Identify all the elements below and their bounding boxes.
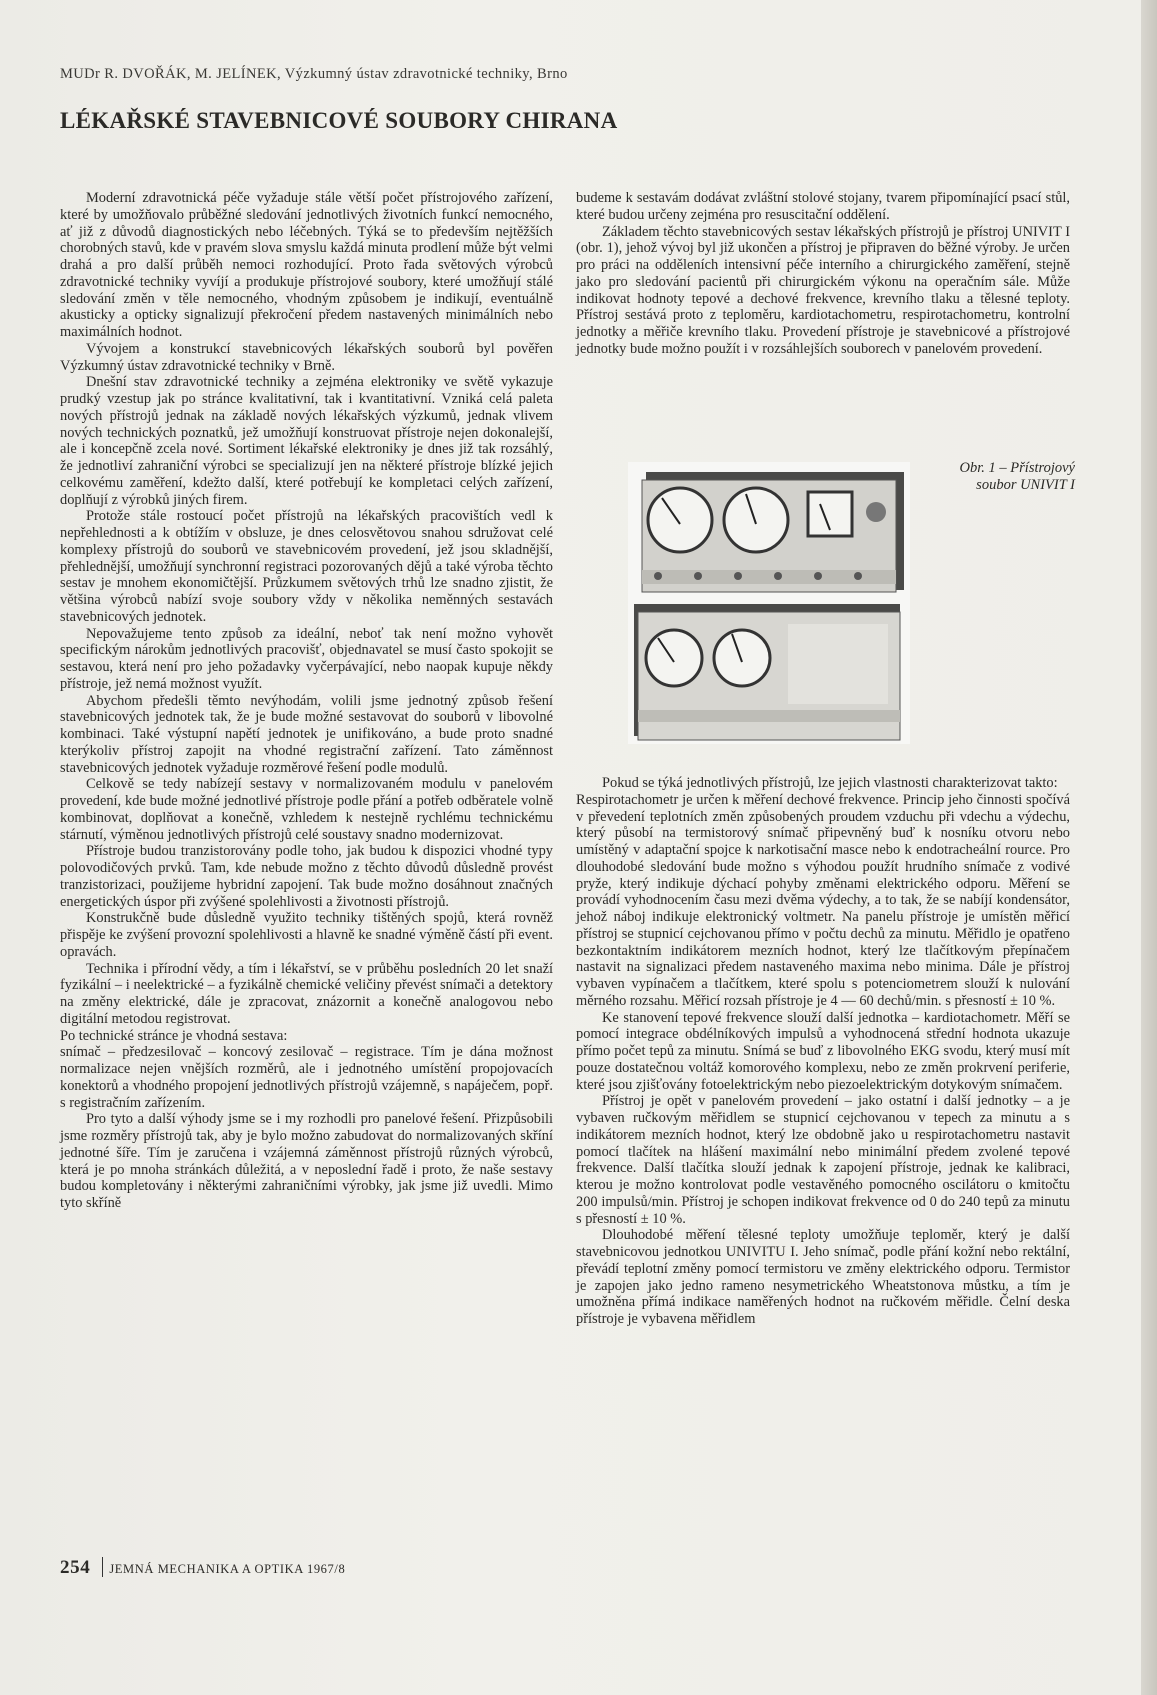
paragraph: Po technické stránce je vhodná sestava: xyxy=(60,1027,288,1044)
lower-control-strip xyxy=(638,710,900,722)
button xyxy=(654,572,662,580)
paragraph: Protože stále rostoucí počet přístrojů na lékařských pracovištích vedl k nepřehlednosti a k obtížím v obsluze, je dnes celosvětovou snahou sdružovat celé komplexy přístrojů do souborů ve stavebnicovém provedení, jež jsou skladnější, přehlednější, umožňují synchronní registraci pozorovaných dějů a také výroba těchto sestav je mnohem ekonomičtější. Průzkumem světových trhů lze snadno zjistit, že většina výrobců nabízí svoje soubory vždy v několika neměnných sestavách stavebnicových jednotek. xyxy=(60,508,553,625)
paragraph: Abychom předešli těmto nevýhodám, volili jsme jednotný způsob řešení stavebnicových jednotek tak, že je bude možné sestavovat do souborů v libovolné kombinaci. Také výstupní napětí jednotek je unifikováno, a bude proto snadné kterýkoliv přístroj zapojit na vhodné registrační zařízení. Tato záměnnost stavebnicových jednotek vyžaduje rozměrové řešení podle modulů. xyxy=(60,692,553,776)
figure-univit-photo xyxy=(628,462,910,744)
paragraph: Celkově se tedy nabízejí sestavy v normalizovaném modulu v panelovém provedení, kde bude možné jednotlivé přístroje podle přání a potřeb odběratele volně kombinovat, doplňovat a konečně, vzhledem k nestejně rychlému technickému stárnutí, výměnou jednotlivých přístrojů celé soustavy snadno modernizovat. xyxy=(60,776,553,843)
paragraph: Konstrukčně bude důsledně využito techniky tištěných spojů, která rovněž přispěje ke zvýšení provozní spolehlivosti a hlavně ke snadné výměně částí při event. opravách. xyxy=(60,910,553,960)
paragraph: Pro tyto a další výhody jsme se i my rozhodli pro panelové řešení. Přizpůsobili jsme rozměry přístrojů tak, aby je bylo možno zabudovat do normalizovaných skříní jednotné šíře. Tím je zaručena i vzájemná záměnnost přístrojů různých výrobců, která je po mnoha stránkách důležitá, a v neposlední řadě i proto, že naše sestavy budou kompletovány i některými zahraničními výrobky, jak jsme již uvedli. Mimo tyto skříně xyxy=(60,1111,553,1211)
meter-dial xyxy=(714,630,770,686)
page-number: 254 xyxy=(60,1557,91,1578)
blank-panel xyxy=(788,624,888,704)
authors-line: MUDr R. DVOŘÁK, M. JELÍNEK, Výzkumný ústav zdravotnické techniky, Brno xyxy=(60,66,568,82)
paragraph: Vývojem a konstrukcí stavebnicových lékařských souborů byl pověřen Výzkumný ústav zdravotnické techniky v Brně. xyxy=(60,340,553,374)
right-column-top xyxy=(576,190,1070,358)
journal-name: JEMNÁ MECHANIKA A OPTIKA 1967/8 xyxy=(109,1562,346,1576)
device-illustration xyxy=(628,462,910,744)
button xyxy=(694,572,702,580)
paragraph: Přístroje budou tranzistorovány podle toho, jak budou k dispozici vhodné typy polovodičových prvků. Tam, kde nebude možno z těchto důvodů důsledně provést tranzistorizaci, použijeme hybridní zapojení. Tak bude možno dosáhnout značných energetických úspor při zvýšené spolehlivosti a životnosti přístrojů. xyxy=(60,843,553,910)
paragraph: Moderní zdravotnická péče vyžaduje stále větší počet přístrojového zařízení, které by umožňovalo průběžné sledování jednotlivých životních funkcí nemocného, ať již z důvodů diagnostických nebo léčebných. Týká se to především nejtěžších chorobných stavů, kde v pravém slova smyslu každá minuta prodlení může být velmi drahá a pro další průběh nemoci rozhodující. Proto řada světových výrobců zdravotnické techniky vyvíjí a produkuje přístrojové soubory, které umožňují stálé sledování změn v těle nemocného, vhodným způsobem je indikují, eventuálně akusticky a opticky signalizují překročení předem nastavených minimálních nebo maximálních hodnot. xyxy=(60,190,553,340)
button xyxy=(854,572,862,580)
left-column xyxy=(60,190,553,1212)
paragraph: Ke stanovení tepové frekvence slouží další jednotka – kardiotachometr. Měří se pomocí integrace obdélníkových impulsů a vyhodnocená střední hodnota ukazuje přímo počet tepů za minutu. Snímá se buď z libovolného EKG svodu, který musí mít pouze dostatečnou voltáž komorového komplexu, nebo ze změn prokrvení periferie, které jsou zjišťovány fotoelektrickým nebo piezoelektrickým dotykovým snímačem. xyxy=(576,1009,1070,1093)
page-footer xyxy=(60,1557,345,1579)
paragraph: Technika i přírodní vědy, a tím i lékařství, se v průběhu posledních 20 let snaží fyzikální – i neelektrické – a fyzikálně chemické veličiny převést snímači a detektory na změny elektrické, dále je zpracovat, znázornit a konečně analogovou nebo digitální metodou registrovat. xyxy=(60,960,553,1027)
paragraph: Základem těchto stavebnicových sestav lékařských přístrojů je přístroj UNIVIT I (obr. 1), jehož vývoj byl již ukončen a přístroj je připraven do běžné výroby. Je určen pro práci na odděleních intensivní péče interního a chirurgického zaměření, stejně jako pro sledování pacientů při chirurgickém výkonu na operačním sále. Může indikovat hodnoty tepové a dechové frekvence, krevního tlaku a tělesné teploty. Přístroj sestává proto z teploměru, kardiotachometru, respirotachometru, kontrolní jednotky a měřiče krevního tlaku. Provedení přístroje je stavebnicové a přístrojové jednotky bude možno použít i v rozsáhlejších souborech v panelovém provedení. xyxy=(576,223,1070,357)
paragraph: Dnešní stav zdravotnické techniky a zejména elektroniky ve světě vykazuje prudký vzestup jak po stránce kvalitativní, tak i kvantitativní. Vzniká celá paleta nových přístrojů jednak na základě nových lékařských výzkumů, jednak vlivem nových technických poznatků, jež umožňují konstruovat přístroje nejen dokonalejší, ale i koncepčně zcela nové. Sortiment lékařské elektroniky je dnes již tak rozsáhlý, že jednotliví zahraniční výrobci se specializují jen na některé přístroje blízké jejich celkovému zaměření, kdežto další, které potřebují ke kompletaci celých zařízení, doplňují z výrobků jiných firem. xyxy=(60,374,553,508)
right-column-bottom xyxy=(576,775,1070,1328)
button xyxy=(814,572,822,580)
meter-dial xyxy=(648,488,712,552)
paragraph: Nepovažujeme tento způsob za ideální, neboť tak není možno vyhovět specifickým nárokům jednotlivých pracovišť, objednavatel se musí často spokojit se sestavou, která není pro jeho požadavky vyčerpávající, nebo naopak kupuje někdy přístroje, jež nemá možnost využít. xyxy=(60,625,553,692)
article-title: LÉKAŘSKÉ STAVEBNICOVÉ SOUBORY CHIRANA xyxy=(60,108,618,133)
paragraph: Přístroj je opět v panelovém provedení – jako ostatní i další jednotky – a je vybaven ručkovým měřidlem se stupnicí cejchovanou v tepech za minutu a s indikátorem mezních hodnot, který lze obdobně jako u respirotachometru nastavit pomocí tlačítek na hlášení maximální nebo minimální předem zvolené tepové frekvence. Další tlačítka slouží jednak k zapojení přístroje, jednak ke kalibraci, kterou je možno kontrolovat podle vestavěného pomocného oscilátoru o kmitočtu 200 impulsů/min. Přístroj je schopen indikovat frekvence od 0 do 240 tepů za minutu s přesností ± 10 %. xyxy=(576,1093,1070,1227)
paragraph: Respirotachometr je určen k měření dechové frekvence. Princip jeho činnosti spočívá v převedení teplotních změn způsobených proudem vzduchu při vdechu a výdechu, který působí na termistorový snímač připevněný buď k nosníku otvoru nebo umístěný v adaptační spojce k narkotisační masce nebo k endotracheální rource. Pro dlouhodobé sledování bude možno s výhodou použít hrudního snímače z vodivé pryže, který indikuje dýchací pohyby změnami elektrického odporu. Měření se provádí vyhodnocením času mezi dvěma výdechy, a to tak, že se nabíjí kondensátor, jehož náboj indikuje elektronický voltmetr. Na panelu přístroje je umístěn měřicí přístroj se stupnicí cejchovanou přímo v počtu dechů za minutu. Měřidlo je opatřeno bezkontaktním indikátorem mezních hodnot, který lze tlačítkovým přepínačem nastavit na signalizaci předem nastaveného maxima nebo minima. Dále je přístroj vybaven vypínačem a tlačítkem, které spolu s potenciometrem slouží k nulování měrného rozsahu. Měřicí rozsah přístroje je 4 — 60 dechů/min. s přesností ± 10 %. xyxy=(576,791,1070,1009)
paragraph: Pokud se týká jednotlivých přístrojů, lze jejich vlastnosti charakterizovat takto: xyxy=(602,775,1058,791)
figure-caption: Obr. 1 – Přístrojový soubor UNIVIT I xyxy=(959,460,1075,493)
paragraph: Dlouhodobé měření tělesné teploty umožňuje teploměr, který je další stavebnicovou jednotkou UNIVITU I. Jeho snímač, podle přání kožní nebo rektální, převádí teplotní změny pomocí termistoru ve změny elektrického odporu. Termistor je zapojen jako jedno rameno nesymetrického Wheatstonova můstku, a tím je umožněna přímá indikace naměřených hodnot na ručkovém měřidle. Čelní deska přístroje je vybavena měřidlem xyxy=(576,1227,1070,1327)
meter-dial xyxy=(646,630,702,686)
knob xyxy=(866,502,886,522)
button xyxy=(774,572,782,580)
page-edge xyxy=(1141,0,1157,1695)
button xyxy=(734,572,742,580)
paragraph: budeme k sestavám dodávat zvláštní stolové stojany, tvarem připomínající psací stůl, které budou určeny zejména pro resuscitační oddělení. xyxy=(576,190,1070,223)
footer-divider xyxy=(102,1557,103,1577)
meter-dial xyxy=(724,488,788,552)
paragraph: snímač – předzesilovač – koncový zesilovač – registrace. Tím je dána možnost normalizace nejen vnějších rozměrů, ale i jednotného umístění propojovacích konektorů a vhodného propojení jednotlivých přístrojů vzájemně, s napáječem, popř. s registračním zařízením. xyxy=(60,1044,553,1111)
